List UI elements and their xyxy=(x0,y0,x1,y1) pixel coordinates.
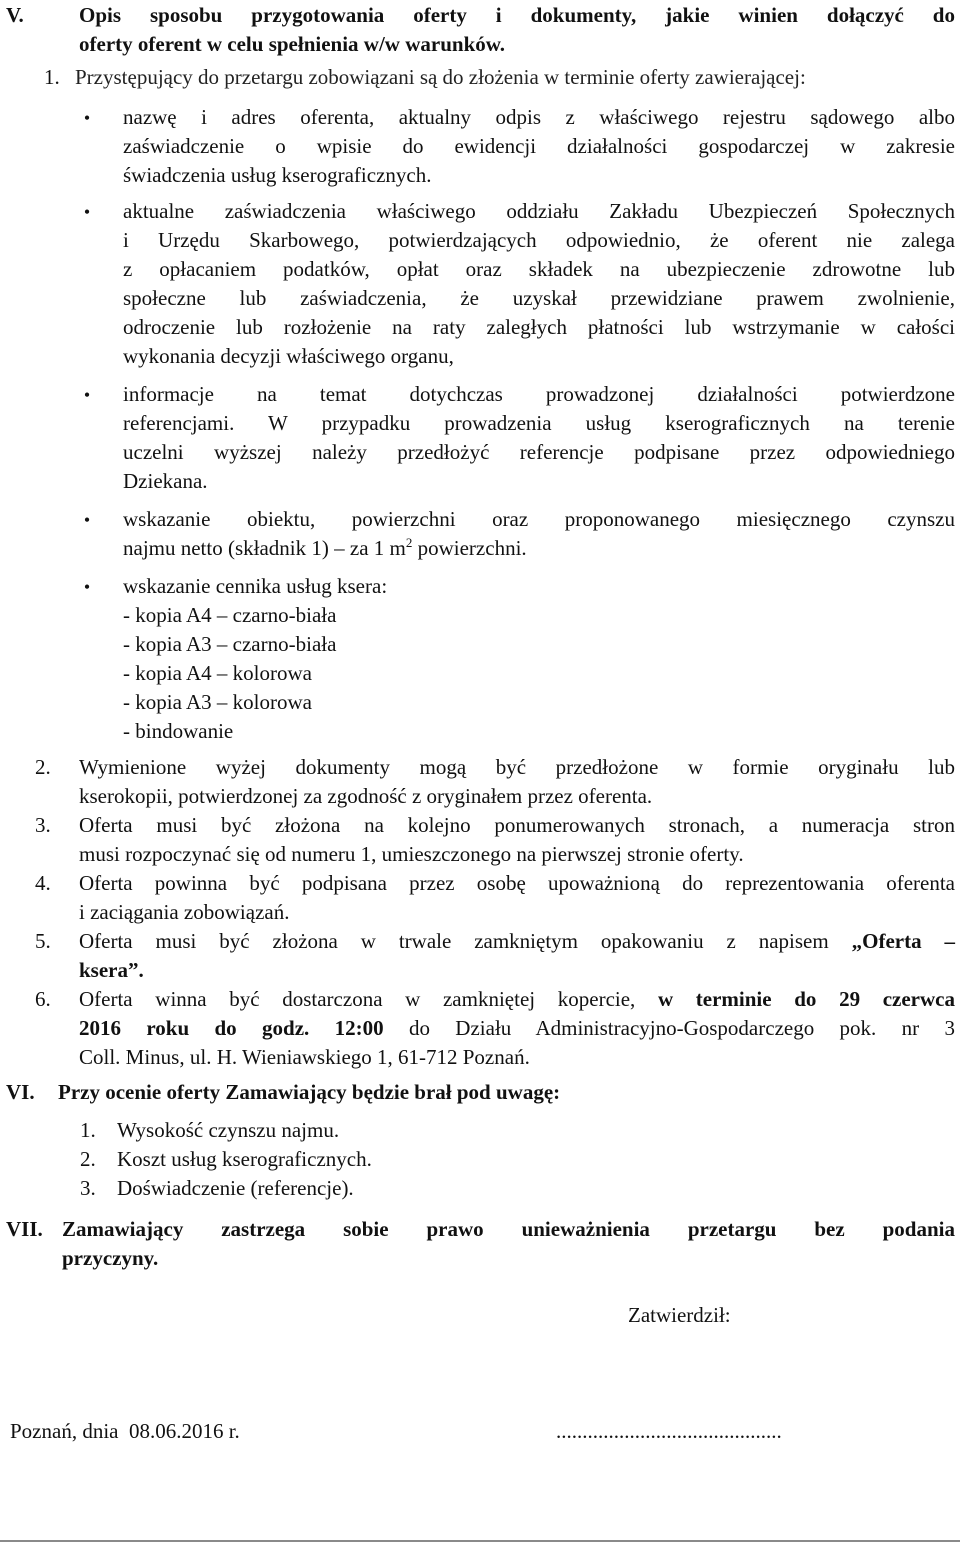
item-6-line: Coll. Minus, ul. H. Wieniawskiego 1, 61-712 Poznań. xyxy=(79,1045,530,1069)
bullet-4-line xyxy=(123,534,955,563)
item-2-text xyxy=(79,753,955,811)
item-5-line2: ksera”. xyxy=(79,958,144,982)
item-3-text xyxy=(79,811,955,869)
bullet-2-line: z opłacaniem podatków, opłat oraz składek na ubezpieczenie zdrowotne lub xyxy=(123,257,955,281)
price-list-item: - kopia A3 – kolorowa xyxy=(123,690,312,714)
bullet-5-text xyxy=(123,572,955,746)
bullet-icon: • xyxy=(83,108,91,128)
approved-label: Zatwierdził: xyxy=(628,1303,731,1327)
item-2-number: 2. xyxy=(35,755,51,779)
item-6-text xyxy=(79,985,955,1072)
bottom-divider xyxy=(0,1540,960,1542)
signature-dots: ........................................... xyxy=(556,1419,782,1443)
item-6-number: 6. xyxy=(35,987,51,1011)
criterion-number: 1. xyxy=(80,1118,96,1142)
item-5-line1-normal: Oferta musi być złożona w trwale zamkniętym opakowaniu z napisem xyxy=(79,929,852,953)
section-vii-heading-line1: Zamawiający zastrzega sobie prawo unieważnienia przetargu bez podania xyxy=(62,1217,955,1241)
bullet-3-line: uczelni wyższej należy przedłożyć referencje podpisane przez odpowiedniego xyxy=(123,440,955,464)
bullet-1-text xyxy=(123,103,955,190)
bullet-3-line: referencjami. W przypadku prowadzenia usług kserograficznych na terenie xyxy=(123,411,955,435)
item-5-number: 5. xyxy=(35,929,51,953)
criterion-number: 3. xyxy=(80,1176,96,1200)
price-list-item: - bindowanie xyxy=(123,719,234,743)
item-1-text: Przystępujący do przetargu zobowiązani są do złożenia w terminie oferty zawierającej: xyxy=(75,65,806,89)
bullet-icon: • xyxy=(83,385,91,405)
bullet-2-text xyxy=(123,197,955,371)
bullet-icon: • xyxy=(83,577,91,597)
item-4-line: i zaciągania zobowiązań. xyxy=(79,900,290,924)
item-6-line1-bold: w terminie do 29 czerwca xyxy=(657,987,955,1011)
section-vi-numeral: VI. xyxy=(6,1080,35,1104)
item-5-text xyxy=(79,927,955,985)
criterion-text: Wysokość czynszu najmu. xyxy=(117,1118,340,1142)
item-6-line2-normal: do Działu Administracyjno-Gospodarczego pok. nr 3 xyxy=(383,1016,955,1040)
criterion-number: 2. xyxy=(80,1147,96,1171)
bullet-1-line: nazwę i adres oferenta, aktualny odpis z właściwego rejestru sądowego albo xyxy=(123,105,955,129)
criterion-text: Doświadczenie (referencje). xyxy=(117,1176,354,1200)
section-vii-heading-line2: przyczyny. xyxy=(62,1246,159,1270)
bullet-4-line2-after: powierzchni. xyxy=(412,536,527,560)
item-6-line1-normal: Oferta winna być dostarczona w zamkniętej kopercie, xyxy=(79,987,658,1011)
price-list-intro: wskazanie cennika usług ksera: xyxy=(123,574,388,598)
bullet-1-line: świadczenia usług kserograficznych. xyxy=(123,163,432,187)
bullet-4-line: wskazanie obiektu, powierzchni oraz proponowanego miesięcznego czynszu xyxy=(123,507,955,531)
section-v-heading-line1: Opis sposobu przygotowania oferty i dokumenty, jakie winien dołączyć do xyxy=(79,3,955,27)
bullet-3-line: Dziekana. xyxy=(123,469,208,493)
item-3-number: 3. xyxy=(35,813,51,837)
price-list-item: - kopia A3 – czarno-biała xyxy=(123,632,337,656)
bullet-1-line: zaświadczenie o wpisie do ewidencji działalności gospodarczej w zakresie xyxy=(123,134,955,158)
item-5-line xyxy=(79,927,955,956)
bullet-3-line: informacje na temat dotychczas prowadzonej działalności potwierdzone xyxy=(123,382,955,406)
price-list-item: - kopia A4 – czarno-biała xyxy=(123,603,337,627)
bullet-2-line: i Urzędu Skarbowego, potwierdzających odpowiednio, że oferent nie zalega xyxy=(123,228,955,252)
item-6-line xyxy=(79,985,955,1014)
price-list-item: - kopia A4 – kolorowa xyxy=(123,661,312,685)
item-4-text xyxy=(79,869,955,927)
item-5-line1-bold: „Oferta – xyxy=(851,929,956,953)
superscript-2: 2 xyxy=(405,535,413,550)
place-and-date: Poznań, dnia 08.06.2016 r. xyxy=(10,1419,240,1443)
item-3-line: Oferta musi być złożona na kolejno ponumerowanych stronach, a numeracja stron xyxy=(79,813,955,837)
section-v-heading-line2: oferty oferent w celu spełnienia w/w warunków. xyxy=(79,32,505,56)
criterion-text: Koszt usług kserograficznych. xyxy=(117,1147,372,1171)
item-2-line: Wymienione wyżej dokumenty mogą być przedłożone w formie oryginału lub xyxy=(79,755,955,779)
item-3-line: musi rozpoczynać się od numeru 1, umieszczonego na pierwszej stronie oferty. xyxy=(79,842,744,866)
section-vii-numeral: VII. xyxy=(6,1217,43,1241)
bullet-2-line: społeczne lub zaświadczenia, że uzyskał przewidziane prawem zwolnienie, xyxy=(123,286,955,310)
bullet-icon: • xyxy=(83,510,91,530)
section-v-numeral: V. xyxy=(6,3,24,27)
bullet-icon: • xyxy=(83,202,91,222)
item-2-line: kserokopii, potwierdzonej za zgodność z oryginałem przez oferenta. xyxy=(79,784,653,808)
bullet-2-line: wykonania decyzji właściwego organu, xyxy=(123,344,454,368)
bullet-4-text xyxy=(123,505,955,563)
item-4-line: Oferta powinna być podpisana przez osobę upoważnioną do reprezentowania oferenta xyxy=(79,871,955,895)
section-vi-heading: Przy ocenie oferty Zamawiający będzie brał pod uwagę: xyxy=(58,1080,561,1104)
bullet-3-text xyxy=(123,380,955,496)
bullet-4-line2-text: najmu netto (składnik 1) – za 1 m xyxy=(123,536,406,560)
bullet-2-line: aktualne zaświadczenia właściwego oddziału Zakładu Ubezpieczeń Społecznych xyxy=(123,199,955,223)
item-4-number: 4. xyxy=(35,871,51,895)
item-6-line2-bold: 2016 roku do godz. 12:00 xyxy=(79,1016,384,1040)
item-6-line xyxy=(79,1014,955,1043)
item-1-number: 1. xyxy=(44,65,60,89)
bullet-2-line: odroczenie lub rozłożenie na raty zaległych płatności lub wstrzymanie w całości xyxy=(123,315,955,339)
